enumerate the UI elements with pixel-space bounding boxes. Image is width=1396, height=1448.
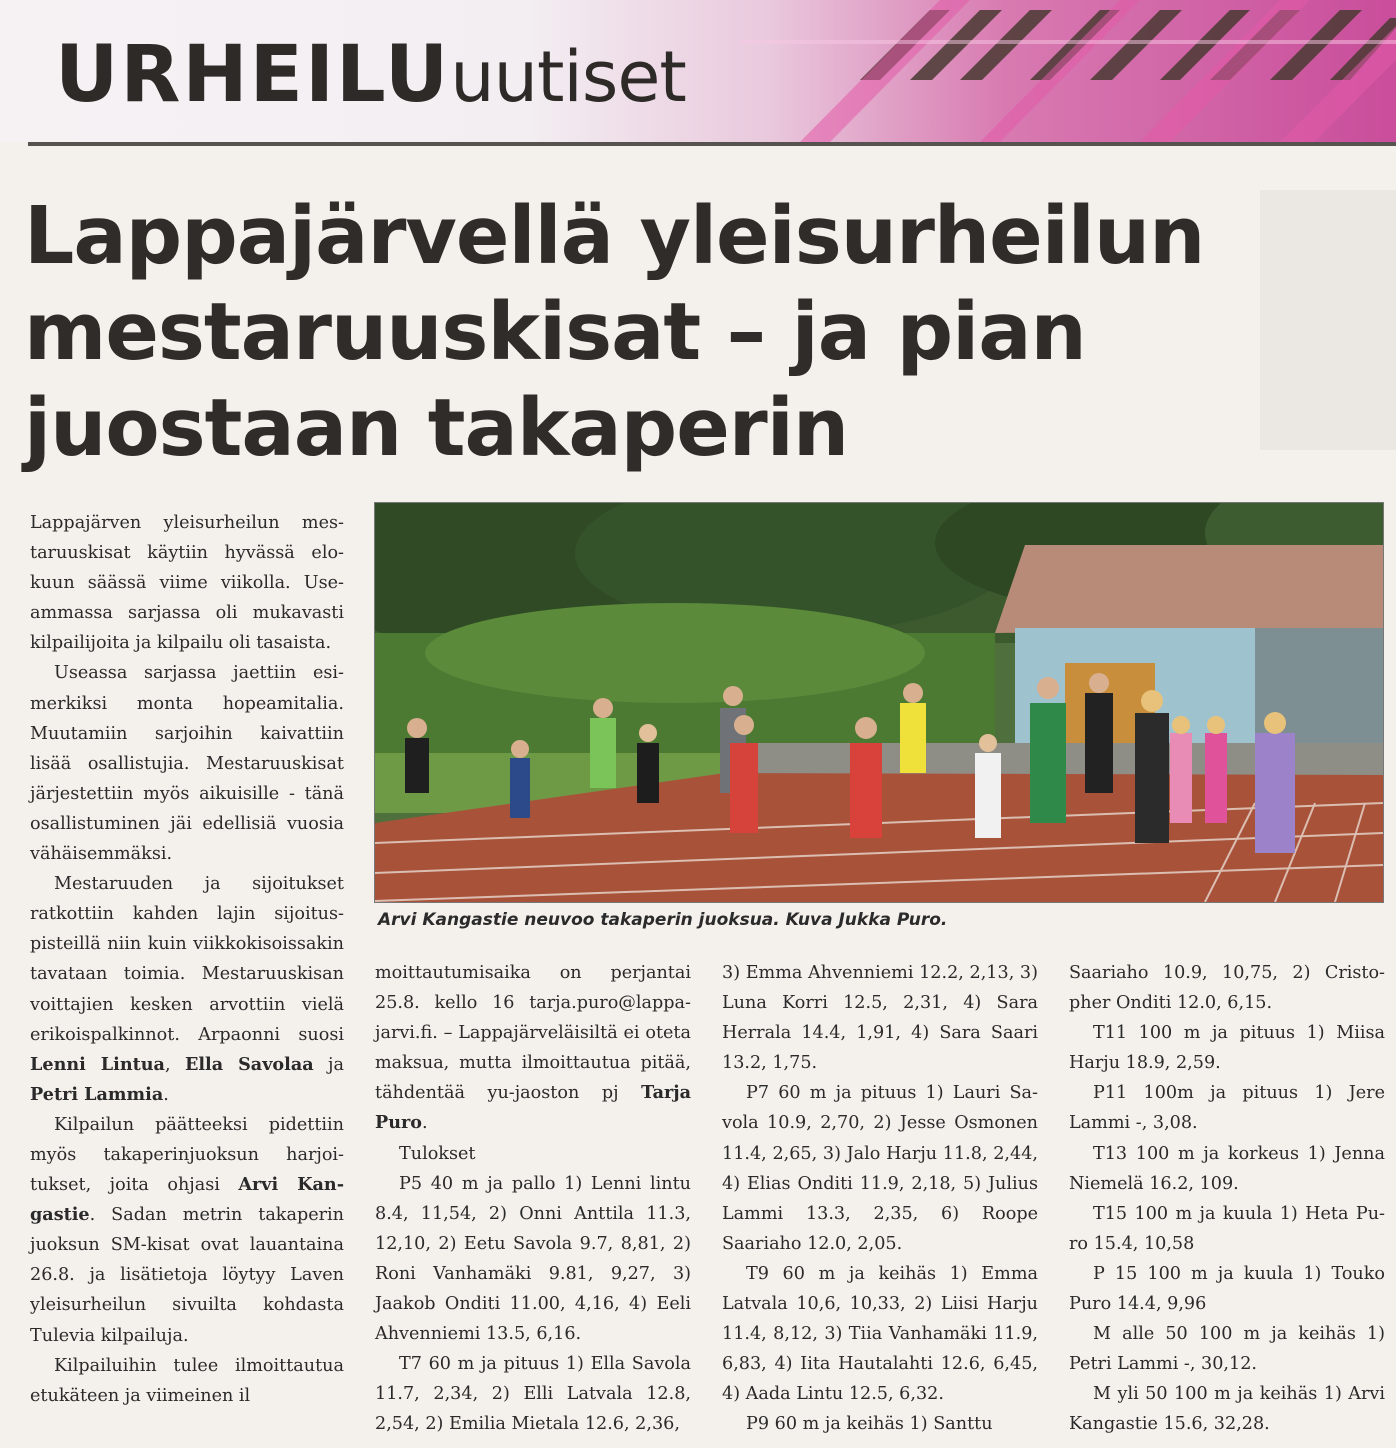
masthead-title-light: uutiset xyxy=(450,36,686,118)
text-run: , xyxy=(164,1054,185,1075)
result-paragraph: P7 60 m ja pituus 1) Lauri Savola 10.9, 2,70, 2) Jesse Osmonen 11.4, 2,65, 3) Jalo Harju 11.8, 2,44, 4) Elias Onditi 11.9, 2,18, 5) Julius Lammi 13.3, 2,35, 6) Roope Saariaho 12.0, 2,05. xyxy=(722,1083,1038,1254)
article-column-2 xyxy=(375,958,691,1440)
article-column-3 xyxy=(722,958,1038,1440)
results-heading: Tulokset xyxy=(399,1143,476,1164)
text-run: ja xyxy=(313,1054,344,1075)
article-headline: Lappajärvellä yleisurheilun mestaruuskisat – ja pian juostaan takaperin xyxy=(24,190,1205,474)
result-paragraph: M yli 50 100 m ja keihäs 1) Arvi Kangastie 15.6, 32,28. xyxy=(1069,1384,1385,1435)
paragraph xyxy=(30,1110,344,1351)
paragraph: Lappajärven yleisurheilun mestaruuskisat käytiin hyvässä elokuun säässä viime viikolla. Useammassa sarjassa oli mukavasti kilpailijoita ja kilpailu oli tasaista. xyxy=(30,513,344,654)
text-run: Mestaruuden ja sijoitukset ratkottiin kahden lajin sijoituspisteillä niin kuin viikkokisoissakin tavataan toimia. Mestaruuskisan voittajien kesken arvottiin vielä erikoispalkinnot. Arpaonni suosi xyxy=(30,874,344,1045)
section-masthead xyxy=(0,0,1396,142)
photo-caption: Arvi Kangastie neuvoo takaperin juoksua. Kuva Jukka Puro. xyxy=(378,910,948,930)
article-column-1 xyxy=(30,508,344,1411)
result-paragraph: M alle 50 100 m ja keihäs 1) Petri Lammi -, 30,12. xyxy=(1069,1324,1385,1375)
article-column-4 xyxy=(1069,958,1385,1440)
text-run: . xyxy=(163,1084,169,1105)
masthead-stripes-graphic xyxy=(740,0,1396,142)
person-name: Ella Savolaa xyxy=(184,1053,314,1075)
result-paragraph: 3) Emma Ahvenniemi 12.2, 2,13, 3) Luna Korri 12.5, 2,31, 4) Sara Herrala 14.4, 1,91, 4) Sara Saari 13.2, 1,75. xyxy=(722,963,1038,1074)
text-run: moittautumisaika on perjantai 25.8. kello 16 tarja.puro@lappajarvi.fi. – Lappajärveläisiltä ei oteta maksua, mutta ilmoittautua pitää, tähdentää yu-jaoston pj xyxy=(375,963,691,1104)
article-photo xyxy=(374,502,1384,903)
masthead-title xyxy=(55,30,686,120)
person-name: Petri Lammia xyxy=(30,1083,164,1105)
result-paragraph: T9 60 m ja keihäs 1) Emma Latvala 10,6, 10,33, 2) Liisi Harju 11.4, 8,12, 3) Tiia Vanhamäki 11.9, 6,83, 4) Iita Hautalahti 12.6, 6,45, 4) Aada Lintu 12.5, 6,32. xyxy=(722,1263,1038,1405)
result-paragraph: P11 100m ja pituus 1) Jere Lammi -, 3,08. xyxy=(1069,1083,1385,1134)
text-run: . Sadan metrin takaperin juoksun SM-kisat ovat lauantaina 26.8. ja lisätietoja löytyy Laven yleisurheilun sivuilta kohdasta Tulevia kilpailuja. xyxy=(30,1205,344,1346)
result-paragraph: P 15 100 m ja kuula 1) Touko Puro 14.4, 9,96 xyxy=(1069,1263,1385,1315)
paragraph xyxy=(375,958,691,1139)
person-name: Tarja Puro xyxy=(375,1082,691,1134)
paragraph: Kilpailuihin tulee ilmoittautua etukäteen ja viimeinen il xyxy=(30,1355,344,1406)
result-paragraph: T15 100 m ja kuula 1) Heta Puro 15.4, 10,58 xyxy=(1069,1203,1385,1254)
result-paragraph: T13 100 m ja korkeus 1) Jenna Niemelä 16.2, 109. xyxy=(1069,1143,1385,1194)
result-paragraph: P9 60 m ja keihäs 1) Santtu xyxy=(746,1414,993,1435)
masthead-title-bold: URHEILU xyxy=(55,30,451,120)
text-run: Kilpailun päätteeksi pidettiin myös takaperinjuoksun harjoitukset, joita ohjasi xyxy=(30,1114,344,1196)
person-name: Lenni Lintua xyxy=(30,1053,165,1075)
result-paragraph: T7 60 m ja pituus 1) Ella Savola 11.7, 2,34, 2) Elli Latvala 12.8, 2,54, 2) Emilia Mietala 12.6, 2,36, xyxy=(375,1354,691,1435)
person-name: Arvi Kangastie xyxy=(30,1174,345,1226)
result-paragraph: Saariaho 10.9, 10,75, 2) Cristopher Onditi 12.0, 6,15. xyxy=(1069,963,1385,1014)
result-paragraph: T11 100 m ja pituus 1) Miisa Harju 18.9, 2,59. xyxy=(1069,1023,1385,1074)
paragraph xyxy=(30,869,344,1110)
text-run: . xyxy=(422,1113,428,1134)
masthead-divider xyxy=(28,142,1396,146)
paragraph: Useassa sarjassa jaettiin esimerkiksi monta hopeamitalia. Muutamiin sarjoihin kaivattiin lisää osallistujia. Mestaruuskisat järjestettiin myös aikuisille - tänä osallistuminen jäi edellisiä vuosia vähäisemmäksi. xyxy=(30,663,344,865)
result-paragraph: P5 40 m ja pallo 1) Lenni lintu 8.4, 11,54, 2) Onni Anttila 11.3, 12,10, 2) Eetu Savola 9.7, 8,81, 2) Roni Vanhamäki 9.81, 9,27, 3) Jaakob Onditi 11.00, 4,16, 4) Eeli Ahvenniemi 13.5, 6,16. xyxy=(375,1173,691,1345)
